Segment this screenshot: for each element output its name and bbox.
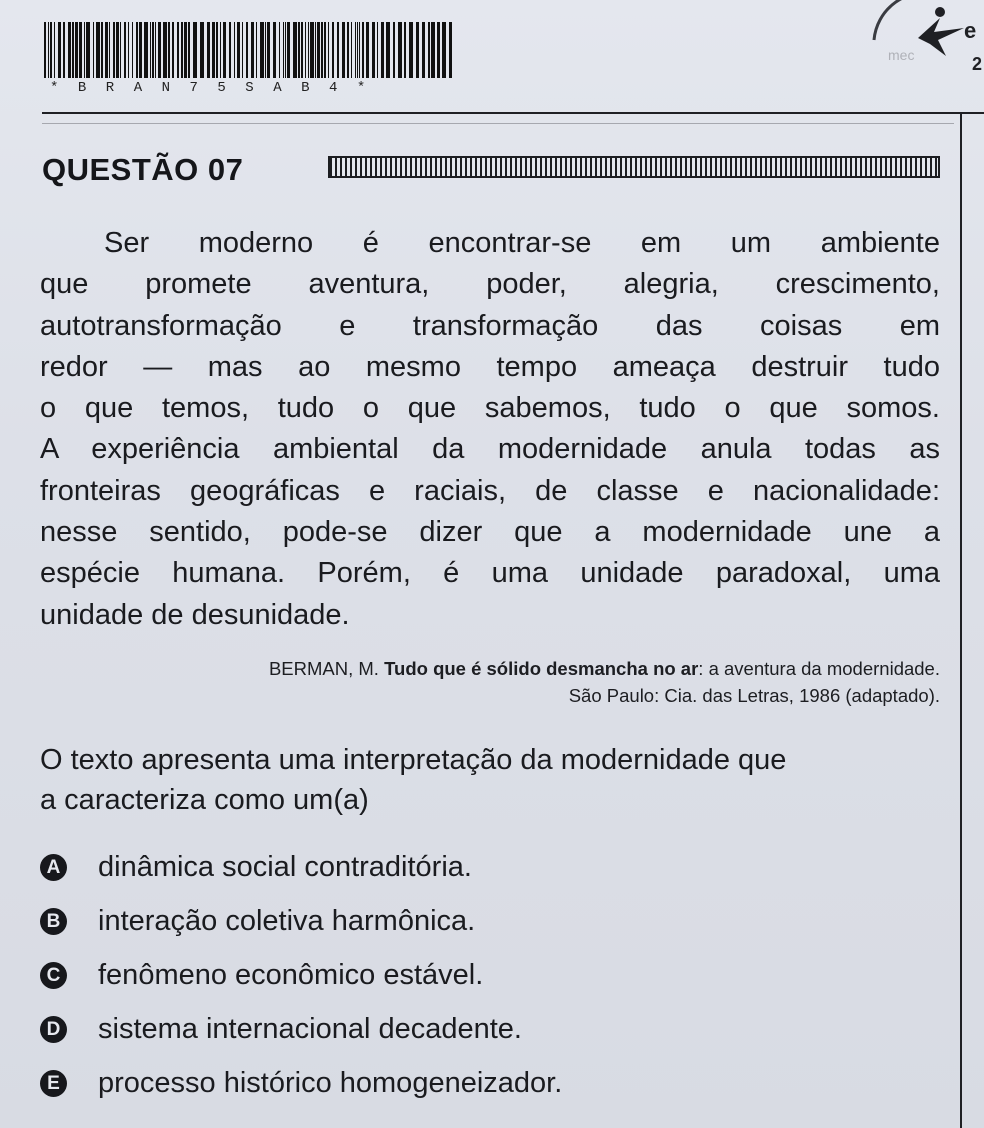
barcode-bar [96,22,100,78]
barcode-bar [251,22,254,78]
barcode-bar [359,22,360,78]
barcode-bar [328,22,329,78]
option-letter-badge: C [40,962,67,989]
passage-line: espécie humana. Porém, é uma unidade paradoxal, uma [40,557,940,590]
barcode-bar [267,22,270,78]
option-text: sistema internacional decadente. [98,1013,522,1045]
barcode-bar [75,22,78,78]
barcode-bar [279,22,280,78]
barcode-bar [293,22,297,78]
barcode-bar [337,22,339,78]
exam-logo [868,0,984,78]
barcode-bar [207,22,210,78]
option-e[interactable] [40,1062,940,1116]
svg-text:e: e [964,18,977,43]
barcode-bar [150,22,151,78]
stem-line: a caracteriza como um(a) [40,784,369,816]
stem-line: O texto apresenta uma interpretação da modernidade que [40,744,787,776]
barcode-bar [44,22,46,78]
barcode-bar [177,22,179,78]
passage-line: o que temos, tudo o que sabemos, tudo o que somos. [40,392,940,425]
option-d[interactable] [40,1008,940,1062]
passage-line: A experiência ambiental da modernidade anula todas as [40,433,940,466]
barcode-text: *BRAN75SAB4* [50,80,385,96]
option-letter-badge: E [40,1070,67,1097]
barcode-bar [285,22,286,78]
question-header-bar [328,156,940,178]
source-work-subtitle: : a aventura da modernidade. [698,658,940,679]
svg-text:mec: mec [888,47,915,63]
barcode-bar [273,22,276,78]
barcode-bar [155,22,156,78]
barcode-bar [188,22,190,78]
passage-text [40,223,940,636]
barcode-bar [216,22,218,78]
source-publisher: São Paulo: Cia. das Letras, 1986 (adaptado). [568,685,940,706]
barcode-bar [120,22,121,78]
barcode-bar [128,22,129,78]
barcode-bar [260,22,264,78]
header-rule-thin [42,123,954,124]
barcode-bar [193,22,197,78]
barcode-bar [428,22,430,78]
barcode-bar [416,22,419,78]
barcode-bar [229,22,231,78]
barcode-bar [220,22,221,78]
barcode-bar [93,22,94,78]
barcode-bar [139,22,142,78]
passage-line: nesse sentido, pode-se dizer que a modernidade une a [40,516,940,549]
barcode-bar [324,22,326,78]
barcode-bar [124,22,126,78]
barcode-bar [442,22,446,78]
barcode-bar [409,22,413,78]
barcode-bar [351,22,352,78]
barcode-bar [305,22,306,78]
barcode-bar [79,22,82,78]
barcode-bar [63,22,65,78]
option-text: dinâmica social contraditória. [98,851,472,883]
barcode-bar [172,22,174,78]
barcode-bar [86,22,90,78]
source-author: BERMAN, M. [268,658,379,679]
svg-text:2: 2 [972,54,983,74]
passage-line: Ser moderno é encontrar-se em um ambiente [104,227,940,259]
barcode-bar [332,22,334,78]
barcode-bar [310,22,314,78]
option-letter-badge: B [40,908,67,935]
passage-line: redor — mas ao mesmo tempo ameaça destruir tudo [40,350,940,383]
barcode-bar [283,22,284,78]
barcode-bar [342,22,345,78]
barcode-bar [437,22,440,78]
barcode-bar [298,22,300,78]
barcode-bar [212,22,215,78]
option-text: fenômeno econômico estável. [98,959,484,991]
barcode-bar [48,22,49,78]
barcode-bar [386,22,390,78]
barcode-bar [54,22,55,78]
source-citation [120,655,940,709]
passage-line: que promete aventura, poder, alegria, crescimento, [40,268,940,301]
barcode-bar [152,22,154,78]
barcode-bar [158,22,161,78]
barcode-bar [422,22,425,78]
barcode-bar [317,22,320,78]
barcode-bar [431,22,435,78]
option-c[interactable] [40,954,940,1008]
barcode-bar [381,22,384,78]
source-work-title: Tudo que é sólido desmancha no ar [384,658,699,679]
barcode-bar [109,22,110,78]
barcode-bar [308,22,309,78]
barcode-bar [113,22,115,78]
barcode-bar [315,22,316,78]
barcode-bar [242,22,243,78]
barcode-bar [366,22,369,78]
barcode-bar [372,22,375,78]
question-title: QUESTÃO 07 [42,152,244,187]
barcode-bar [200,22,204,78]
barcode-bar [449,22,452,78]
option-letter-badge: A [40,854,67,881]
barcode-bar [181,22,183,78]
barcode-bar [265,22,266,78]
header-rule [42,112,984,114]
passage-line: fronteiras geográficas e raciais, de classe e nacionalidade: [40,474,940,507]
barcode-bar [132,22,133,78]
barcode-bar [347,22,349,78]
barcode-bar [163,22,167,78]
barcode-bar [144,22,148,78]
column-rule [960,112,962,1128]
barcode-bar [301,22,303,78]
barcode-bar [377,22,378,78]
barcode-bar [72,22,74,78]
barcode-bar [287,22,290,78]
barcode-bar [50,22,52,78]
barcode-bar [404,22,406,78]
barcode-bar [116,22,119,78]
barcode-bar [234,22,235,78]
barcode-bar [321,22,323,78]
barcode-bar [184,22,187,78]
barcode-bar [101,22,103,78]
barcode-bar [357,22,358,78]
option-a[interactable] [40,846,940,900]
barcode-bar [398,22,402,78]
option-letter-badge: D [40,1016,67,1043]
barcode-bar [355,22,356,78]
barcode [44,22,454,80]
option-text: interação coletiva harmônica. [98,905,476,937]
barcode-bars [44,22,454,80]
passage-line: autotransformação e transformação das coisas em [40,309,940,342]
answer-options [40,846,940,1116]
passage-line: unidade de desunidade. [40,598,350,631]
barcode-bar [84,22,85,78]
barcode-bar [68,22,71,78]
barcode-bar [223,22,226,78]
source-line-1 [120,655,940,682]
barcode-bar [58,22,61,78]
barcode-bar [237,22,240,78]
option-b[interactable] [40,900,940,954]
barcode-bar [136,22,138,78]
option-text: processo histórico homogeneizador. [98,1067,563,1099]
question-stem [40,740,944,820]
barcode-bar [362,22,364,78]
barcode-bar [246,22,248,78]
barcode-bar [105,22,108,78]
barcode-bar [393,22,395,78]
barcode-bar [168,22,170,78]
barcode-bar [256,22,257,78]
